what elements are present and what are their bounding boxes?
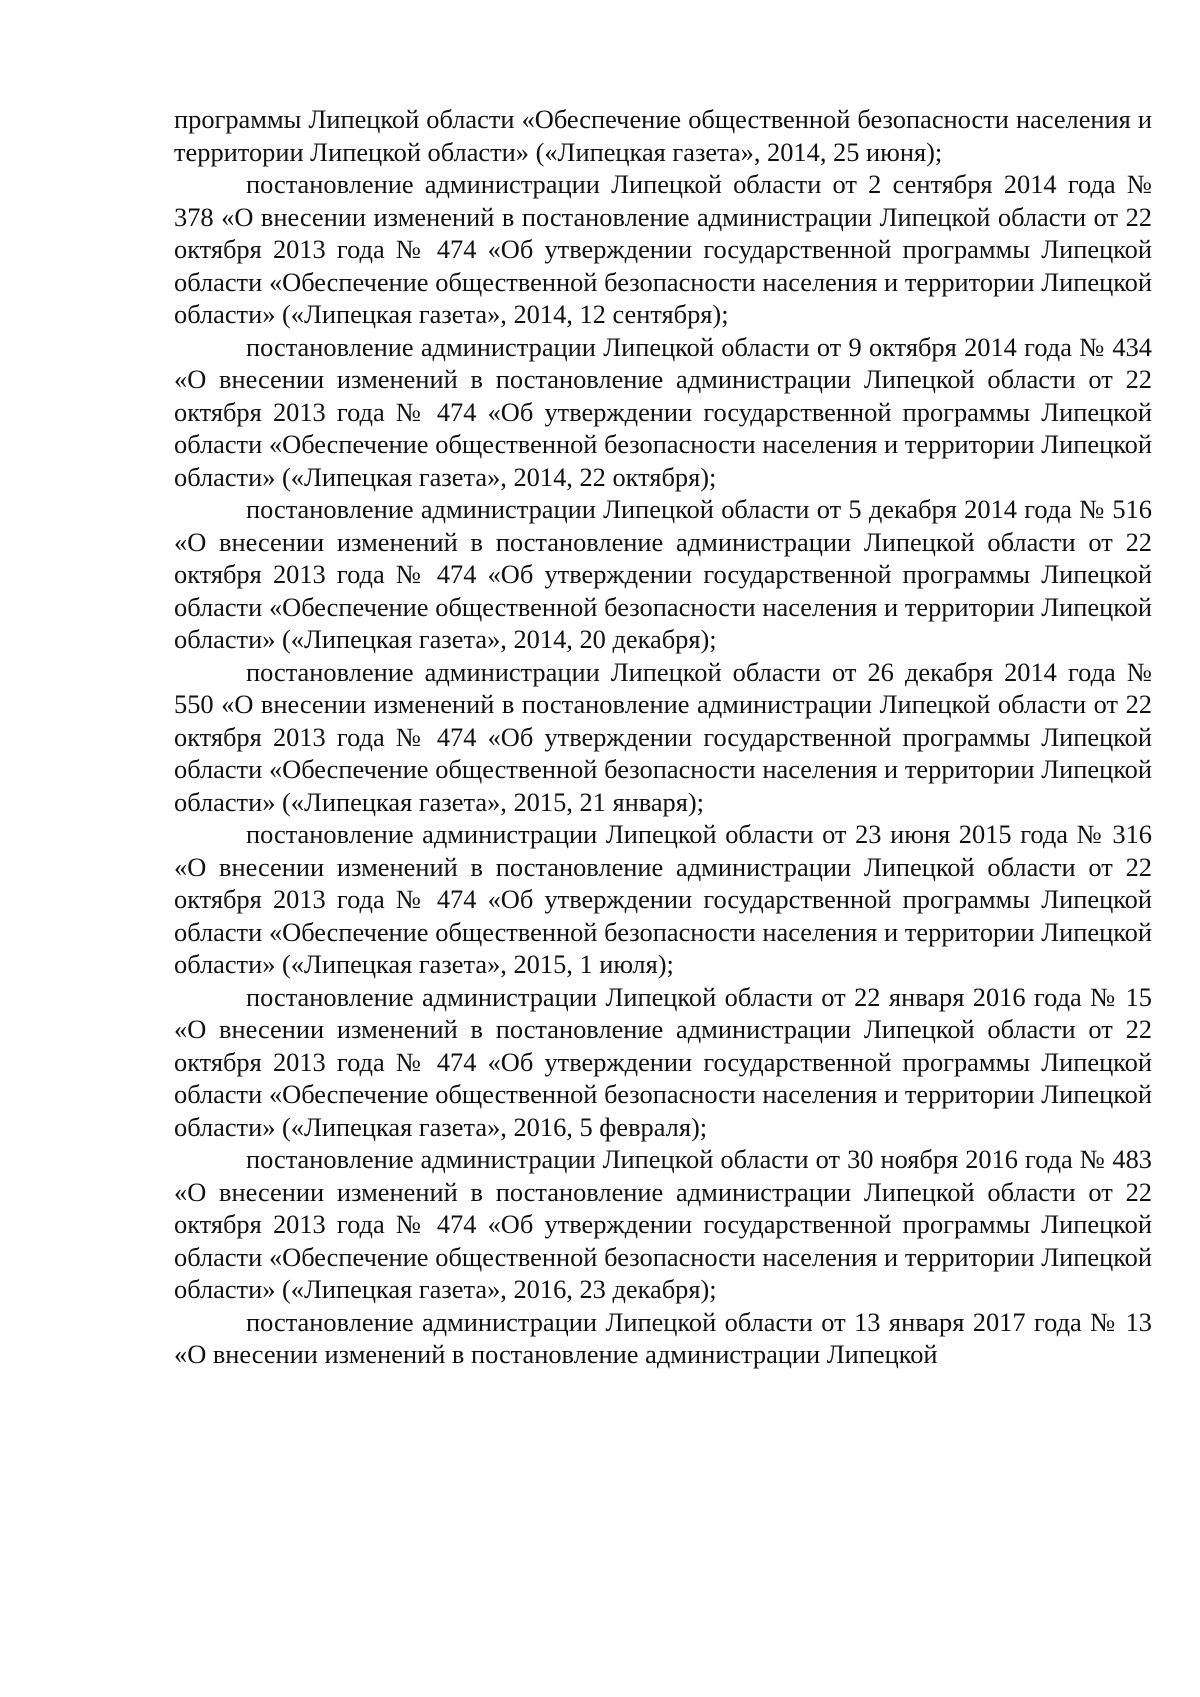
paragraph-decree-378: постановление администрации Липецкой области от 2 сентября 2014 года № 378 «О внесении изменений в постановление администрации Липецкой области от 22 октября 2013 года № 474 «Об утверждении государственной программы Липецкой области «Обеспечение общественной безопасности населения и территории Липецкой области» («Липецкая газета», 2014, 12 сентября); [174,169,1152,329]
paragraph-decree-15: постановление администрации Липецкой области от 22 января 2016 года № 15 «О внесении изменений в постановление администрации Липецкой области от 22 октября 2013 года № 474 «Об утверждении государственной программы Липецкой области «Обеспечение общественной безопасности населения и территории Липецкой области» («Липецкая газета», 2016, 5 февраля); [174,981,1152,1142]
paragraph-decree-516: постановление администрации Липецкой области от 5 декабря 2014 года № 516 «О внесении изменений в постановление администрации Липецкой области от 22 октября 2013 года № 474 «Об утверждении государственной программы Липецкой области «Обеспечение общественной безопасности населения и территории Липецкой области» («Липецкая газета», 2014, 20 декабря); [174,494,1152,654]
paragraph-decree-13: постановление администрации Липецкой области от 13 января 2017 года № 13 «О внесении изменений в постановление администрации Липецкой [174,1306,1152,1369]
paragraph-decree-316: постановление администрации Липецкой области от 23 июня 2015 года № 316 «О внесении изменений в постановление администрации Липецкой области от 22 октября 2013 года № 474 «Об утверждении государственной программы Липецкой области «Обеспечение общественной безопасности населения и территории Липецкой области» («Липецкая газета», 2015, 1 июля); [174,819,1152,979]
paragraph-decree-550: постановление администрации Липецкой области от 26 декабря 2014 года № 550 «О внесении изменений в постановление администрации Липецкой области от 22 октября 2013 года № 474 «Об утверждении государственной программы Липецкой области «Обеспечение общественной безопасности населения и территории Липецкой области» («Липецкая газета», 2015, 21 января); [174,656,1152,817]
paragraph-decree-483: постановление администрации Липецкой области от 30 ноября 2016 года № 483 «О внесении изменений в постановление администрации Липецкой области от 22 октября 2013 года № 474 «Об утверждении государственной программы Липецкой области «Обеспечение общественной безопасности населения и территории Липецкой области» («Липецкая газета», 2016, 23 декабря); [174,1144,1152,1304]
paragraph-decree-434: постановление администрации Липецкой области от 9 октября 2014 года № 434 «О внесении изменений в постановление администрации Липецкой области от 22 октября 2013 года № 474 «Об утверждении государственной программы Липецкой области «Обеспечение общественной безопасности населения и территории Липецкой области» («Липецкая газета», 2014, 22 октября); [174,331,1152,492]
paragraph-continuation: программы Липецкой области «Обеспечение общественной безопасности населения и территории Липецкой области» («Липецкая газета», 2014, 25 июня); [174,104,1152,167]
document-page [174,103,1152,1371]
